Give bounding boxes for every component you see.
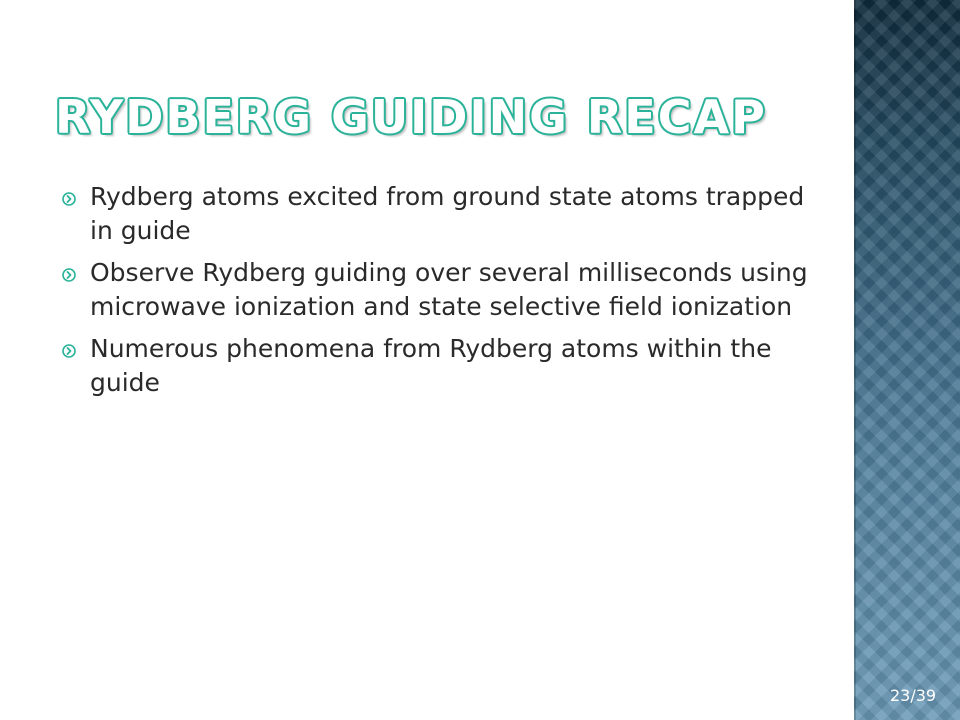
bullet-item — [62, 332, 822, 400]
sidebar-divider — [854, 0, 856, 720]
circled-chevron-right-icon — [62, 192, 76, 206]
slide-title: RYDBERG GUIDING RECAP — [55, 90, 767, 144]
slide-number: 23/39 — [890, 686, 937, 705]
bullet-text: Rydberg atoms excited from ground state atoms trapped in guide — [90, 182, 805, 245]
decorative-sidebar — [854, 0, 960, 720]
bullet-item — [62, 180, 822, 248]
circled-chevron-right-icon — [62, 344, 76, 358]
bullet-text: Numerous phenomena from Rydberg atoms within the guide — [90, 334, 772, 397]
bullet-item — [62, 256, 822, 324]
bullet-text: Observe Rydberg guiding over several milliseconds using microwave ionization and state selective field ionization — [90, 258, 808, 321]
bullet-list — [62, 180, 822, 408]
circled-chevron-right-icon — [62, 268, 76, 282]
